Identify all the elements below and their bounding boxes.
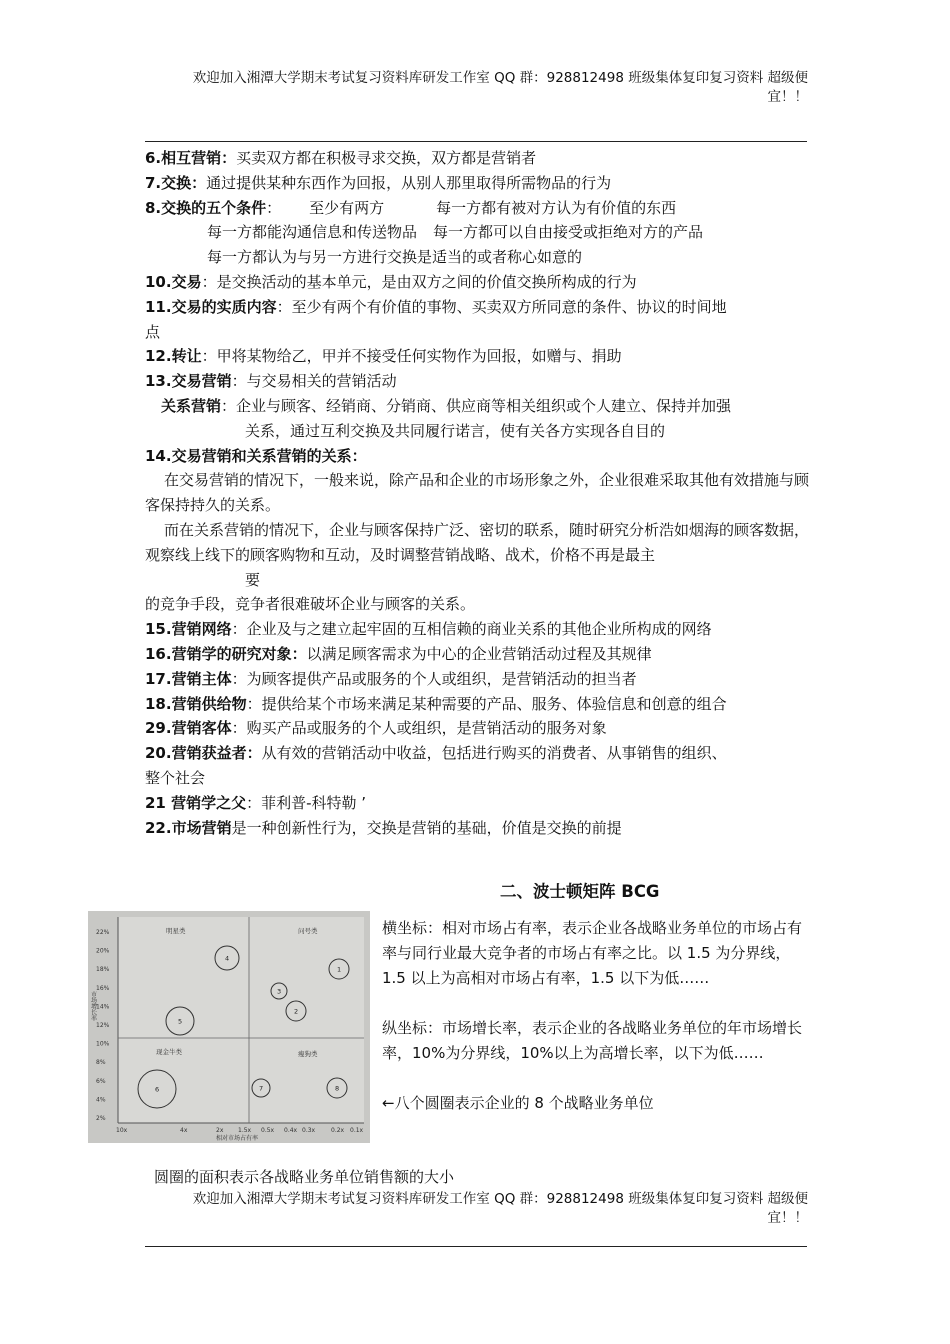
x-tick-label: 0.3x [302,1127,316,1134]
bcg-matrix-photo [88,911,370,1143]
page-footer [145,1190,808,1228]
quadrant-dog-label: 瘦狗类 [298,1050,318,1058]
document-body [145,146,810,840]
x-tick-label: 0.5x [261,1127,275,1134]
item-13: 13.交易营销：与交易相关的营销活动 [145,372,397,391]
footer-divider [145,1246,807,1247]
quadrant-star-label: 明星类 [166,927,186,935]
business-unit-label: 3 [277,987,282,996]
footer-line-2: 宜！！ [767,1210,808,1226]
header-line-2: 宜！！ [767,89,808,105]
item-17: 17.营销主体：为顾客提供产品或服务的个人或组织，是营销活动的担当者 [145,669,637,688]
business-unit-label: 8 [335,1084,340,1093]
y-tick-label: 12% [96,1022,110,1029]
business-unit-label: 7 [259,1084,264,1093]
x-tick-label: 1.5x [238,1127,252,1134]
item-21: 21 营销学之父：菲利普-科特勒 ’ [145,793,367,812]
item-14-paragraph-1: 在交易营销的情况下，一般来说，除产品和企业的市场形象之外，企业很难采取其他有效措施与顾客保持持久的关系。 [145,471,810,515]
y-tick-label: 14% [96,1003,110,1011]
item-14-paragraph-2: 而在关系营销的情况下，企业与顾客保持广泛、密切的联系，随时研究分析浩如烟海的顾客数据，观察线上线下的顾客购物和互动，及时调整营销战略、战术，价格不再是最主 [145,520,810,564]
item-20: 20.营销获益者：从有效的营销活动中收益，包括进行购买的消费者、从事销售的组织、 [145,744,727,763]
item-8: 8.交换的五个条件： 至少有两方 每一方都有被对方认为有价值的东西 [145,198,677,217]
relationship-marketing: 关系营销：企业与顾客、经销商、分销商、供应商等相关组织或个人建立、保持并加强 [161,396,732,415]
bcg-description [382,916,810,1116]
x-tick-label: 0.4x [284,1127,298,1134]
quadrant-cashcow-label: 现金牛类 [156,1048,182,1056]
x-tick-label: 0.2x [331,1127,345,1134]
relationship-marketing-cont: 关系，通过互利交换及共同履行诺言，使有关各方实现各自目的 [245,421,666,440]
item-8-condition-5: 每一方都认为与另一方进行交换是适当的或者称心如意的 [207,248,583,267]
item-7: 7.交换：通过提供某种东西作为回报，从别人那里取得所需物品的行为 [145,173,612,192]
x-tick-label: 2x [216,1127,224,1134]
quadrant-question-label: 问号类 [298,927,318,935]
item-14: 14.交易营销和关系营销的关系： [145,446,367,465]
y-tick-label: 20% [96,947,110,955]
item-29: 29.营销客体：购买产品或服务的个人或组织，是营销活动的服务对象 [145,719,607,738]
item-20-cont: 整个社会 [145,768,206,787]
item-16: 16.营销学的研究对象：以满足顾客需求为中心的企业营销活动过程及其规律 [145,644,652,663]
y-tick-label: 8% [96,1059,106,1067]
item-22: 22.市场营销是一种创新性行为，交换是营销的基础，价值是交换的前提 [145,818,622,837]
item-18: 18.营销供给物：提供给某个市场来满足某种需要的产品、服务、体验信息和创意的组合 [145,694,727,713]
x-tick-label: 4x [180,1127,188,1134]
item-14-paragraph-2-end: 的竞争手段，竞争者很难破坏企业与顾客的关系。 [145,595,476,614]
y-axis-label: 市场增长率 [89,991,97,1021]
bcg-matrix-figure [88,911,370,1143]
y-axis-description: 纵坐标：市场增长率，表示企业的各战略业务单位的年市场增长率，10%为分界线，10%以上为高增长率，以下为低…… [382,1019,803,1062]
item-11: 11.交易的实质内容：至少有两个有价值的事物、买卖双方所同意的条件、协议的时间地 [145,297,727,316]
circles-note: ←八个圆圈表示企业的 8 个战略业务单位 [382,1094,654,1112]
y-tick-label: 16% [96,984,110,992]
circle-area-note: 圆圈的面积表示各战略业务单位销售额的大小 [154,1168,455,1186]
page-header [145,69,808,107]
y-tick-label: 4% [96,1096,106,1104]
y-tick-label: 2% [96,1115,106,1122]
header-line-1: 欢迎加入湘潭大学期末考试复习资料库研发工作室 QQ 群：928812498 班级集体复印复习资料 超级便 [192,70,808,86]
y-tick-label: 10% [96,1040,110,1048]
item-10: 10.交易：是交换活动的基本单元，是由双方之间的价值交换所构成的行为 [145,272,637,291]
business-unit-label: 2 [294,1007,299,1016]
y-tick-label: 18% [96,966,110,974]
item-15: 15.营销网络：企业及与之建立起牢固的互相信赖的商业关系的其他企业所构成的网络 [145,620,712,639]
footer-line-1: 欢迎加入湘潭大学期末考试复习资料库研发工作室 QQ 群：928812498 班级集体复印复习资料 超级便 [192,1191,808,1207]
x-axis-description: 横坐标：相对市场占有率，表示企业各战略业务单位的市场占有率与同行业最大竞争者的市场占有率之比。以 1.5 为分界线，1.5 以上为高相对市场占有率，1.5 以下为低…… [382,919,803,987]
x-tick-label: 0.1x [350,1127,364,1134]
header-divider [145,141,807,142]
item-12: 12.转让：甲将某物给乙，甲并不接受任何实物作为回报，如赠与、捐助 [145,347,622,366]
section-title: 二、波士顿矩阵 BCG [500,882,660,901]
business-unit-label: 6 [155,1085,160,1094]
item-14-paragraph-2-wrap: 要 [245,570,261,589]
business-unit-label: 1 [337,965,342,974]
business-unit-label: 5 [178,1017,183,1026]
y-tick-label: 22% [96,929,110,936]
item-11-cont: 点 [145,322,161,341]
x-axis-label: 相对市场占有率 [216,1135,259,1142]
item-8-conditions: 每一方都能沟通信息和传送物品 每一方都可以自由接受或拒绝对方的产品 [207,223,704,242]
business-unit-label: 4 [225,954,230,963]
x-tick-label: 10x [116,1127,128,1134]
item-6: 6.相互营销：买卖双方都在积极寻求交换，双方都是营销者 [145,149,537,167]
y-tick-label: 6% [96,1077,106,1085]
